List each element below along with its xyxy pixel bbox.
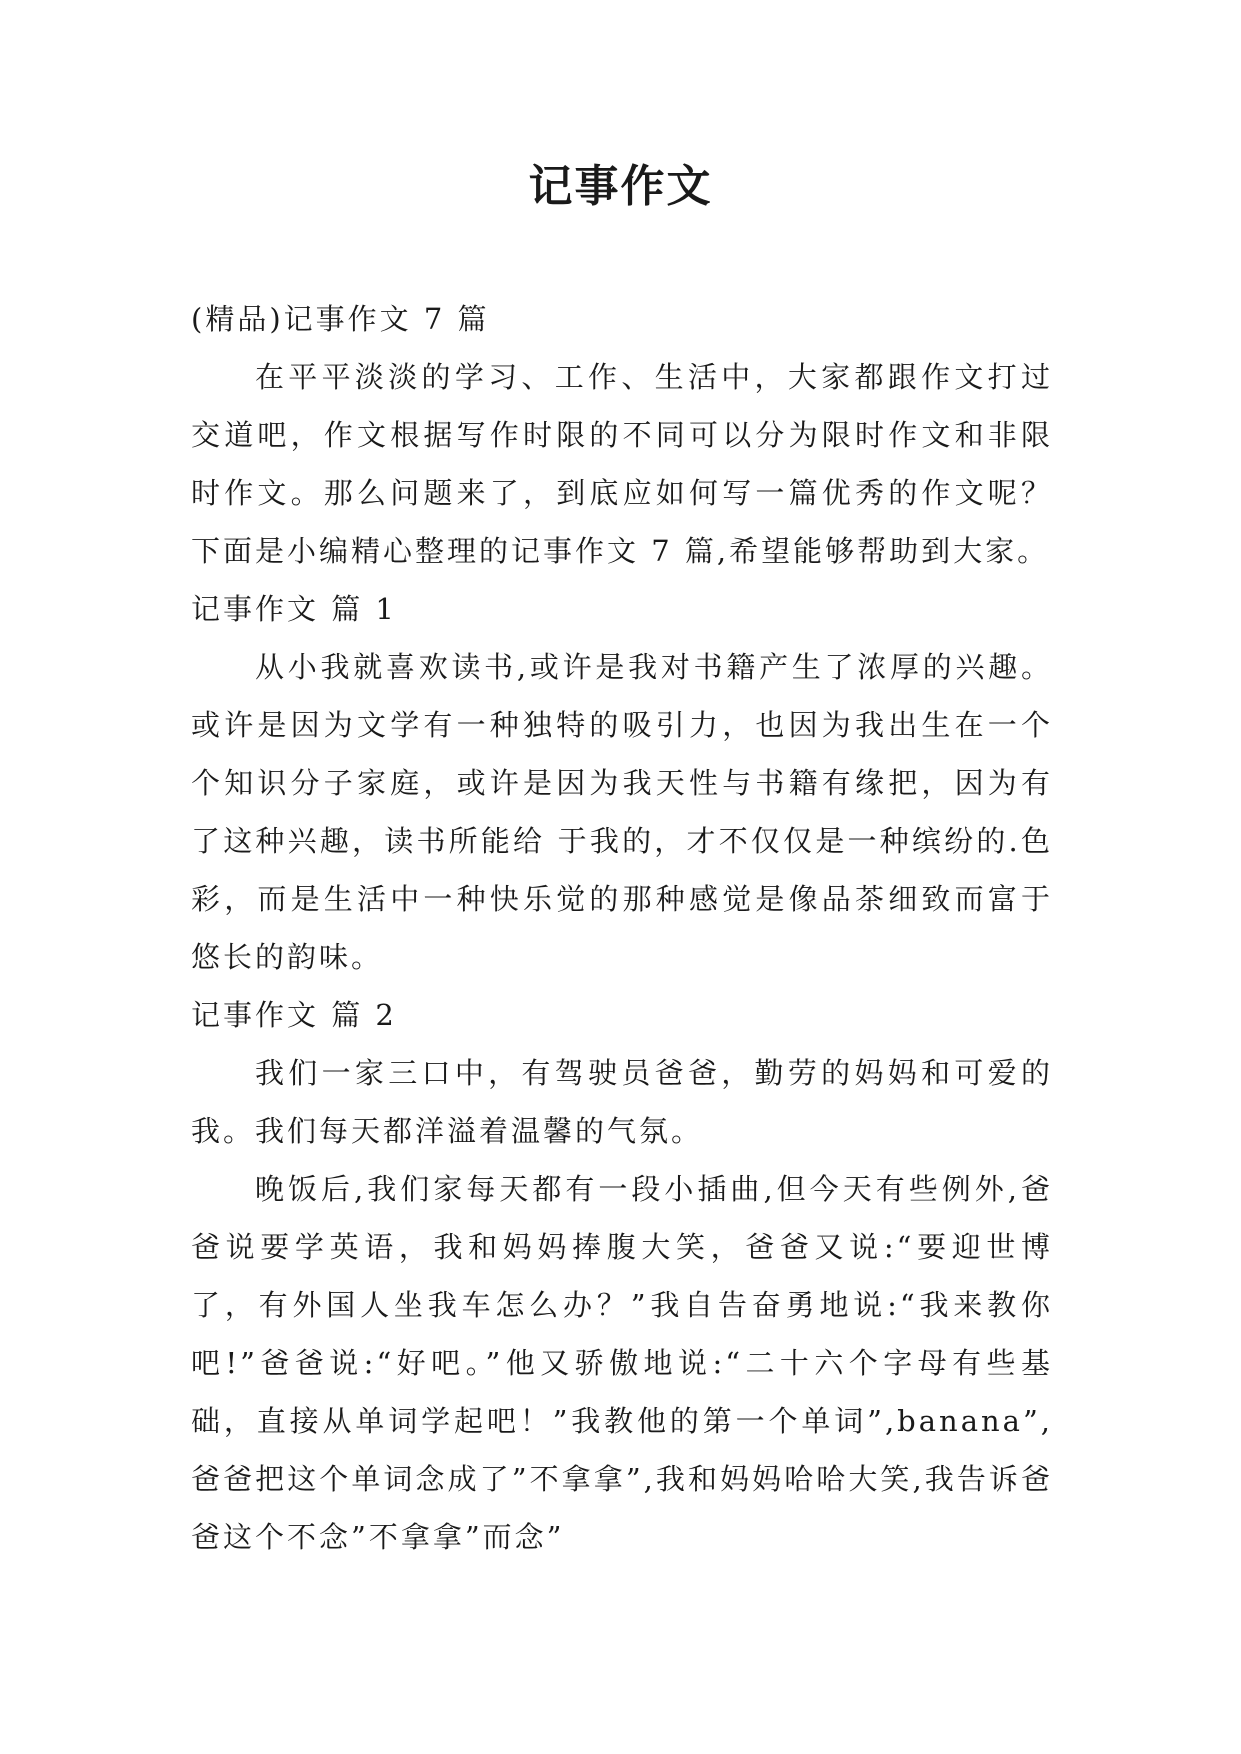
section-2-paragraph-2: 晚饭后,我们家每天都有一段小插曲,但今天有些例外,爸爸说要学英语，我和妈妈捧腹大笑，爸爸又说:“要迎世博了，有外国人坐我车怎么办？”我自告奋勇地说:“我来教你吧!”爸爸说:“好吧。”他又骄傲地说:“二十六个字母有些基础，直接从单词学起吧！”我教他的第一个单词”,banana”,爸爸把这个单词念成了”不拿拿”,我和妈妈哈哈大笑,我告诉爸爸这个不念”不拿拿”而念” [191, 1172, 1053, 1554]
intro-paragraph: 在平平淡淡的学习、工作、生活中，大家都跟作文打过交道吧，作文根据写作时限的不同可以分为限时作文和非限时作文。那么问题来了，到底应如何写一篇优秀的作文呢？下面是小编精心整理的记事作文 7 篇,希望能够帮助到大家。 [191, 360, 1053, 568]
section-1-paragraph-1: 从小我就喜欢读书,或许是我对书籍产生了浓厚的兴趣。或许是因为文学有一种独特的吸引力，也因为我出生在一个个知识分子家庭，或许是因为我天性与书籍有缘把，因为有了这种兴趣，读书所能给 于我的，才不仅仅是一种缤纷的.色彩，而是生活中一种快乐觉的那种感觉是像品茶细致而富于悠长的韵味。 [191, 650, 1053, 974]
document-subtitle: (精品)记事作文 7 篇 [191, 302, 490, 336]
document-title: 记事作文 [528, 161, 713, 212]
section-2-paragraph-1: 我们一家三口中，有驾驶员爸爸，勤劳的妈妈和可爱的我。我们每天都洋溢着温馨的气氛。 [191, 1056, 1053, 1148]
document-body [191, 290, 1053, 1566]
section-heading-2: 记事作文 篇 2 [191, 998, 397, 1032]
section-heading-1: 记事作文 篇 1 [191, 592, 397, 626]
